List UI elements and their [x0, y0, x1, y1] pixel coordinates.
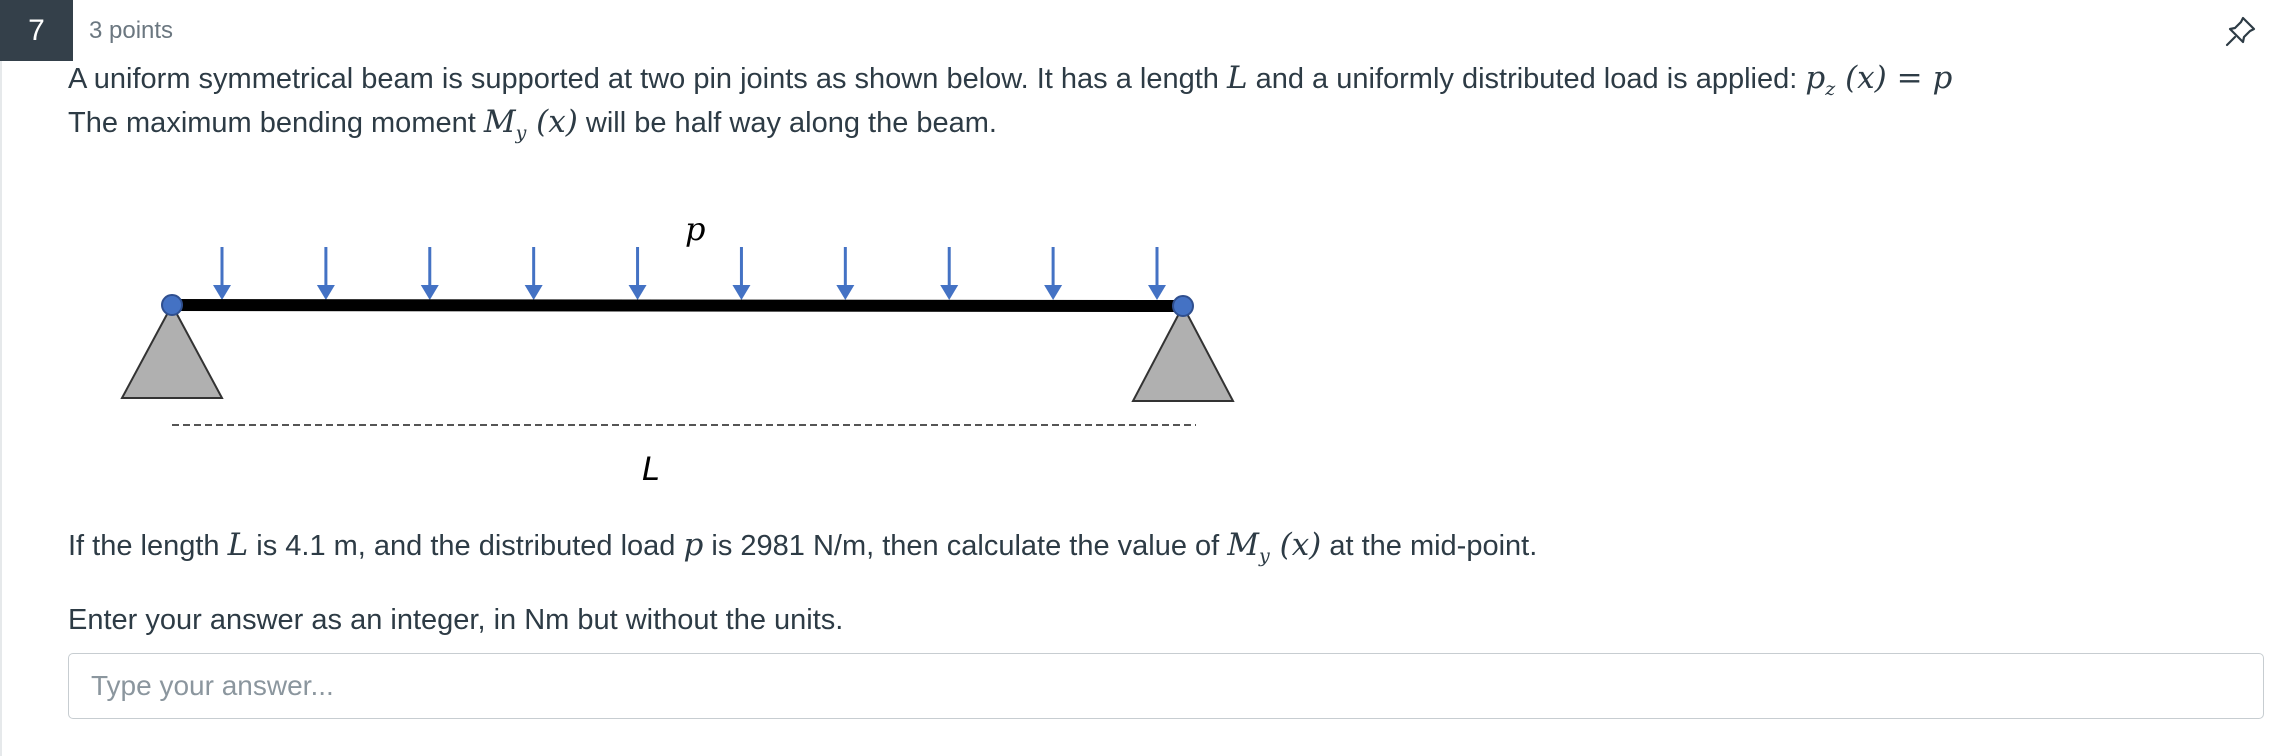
text-segment: A uniform symmetrical beam is supported at two pin joints as shown below. It has a length	[68, 63, 1227, 95]
length-symbol: L	[1226, 60, 1248, 96]
right-support	[1133, 306, 1233, 401]
question-text-line-1	[68, 60, 1952, 100]
load-symbol: p	[683, 527, 704, 563]
math-p: p	[1805, 60, 1826, 96]
load-label: p	[685, 210, 706, 248]
text-segment: at the mid-point.	[1321, 530, 1538, 562]
math-M: M	[1227, 527, 1260, 563]
load-arrow	[1044, 247, 1062, 300]
load-arrow	[629, 247, 647, 300]
load-arrow	[213, 247, 231, 300]
math-subscript-y: y	[515, 122, 527, 145]
left-border	[0, 61, 2, 756]
question-number: 7	[0, 0, 73, 61]
answer-input[interactable]	[68, 653, 2264, 719]
text-segment: The maximum bending moment	[68, 107, 484, 139]
length-label: L	[642, 450, 660, 488]
moment-symbol	[483, 104, 578, 145]
load-arrow	[317, 247, 335, 300]
load-arrow	[1148, 247, 1166, 300]
question-text-line-4: Enter your answer as an integer, in Nm but without the units.	[68, 604, 844, 636]
left-support	[122, 305, 222, 398]
math-p: p	[1922, 60, 1953, 96]
load-arrow	[940, 247, 958, 300]
text-segment: and a uniformly distributed load is applied:	[1247, 63, 1806, 95]
math-subscript-z: z	[1825, 78, 1836, 101]
math-equals: =	[1896, 60, 1923, 96]
load-function-symbol	[1805, 60, 1953, 101]
load-arrow	[525, 247, 543, 300]
right-pin	[1173, 296, 1193, 316]
pin-icon[interactable]	[2222, 12, 2260, 50]
load-arrow	[836, 247, 854, 300]
math-x: (x)	[526, 104, 578, 140]
math-M: M	[483, 104, 516, 140]
beam-diagram	[100, 205, 1260, 505]
load-arrow	[732, 247, 750, 300]
load-arrow	[421, 247, 439, 300]
load-arrows	[213, 247, 1166, 300]
math-x: (x)	[1835, 60, 1897, 96]
beam	[172, 305, 1183, 306]
math-x: (x)	[1269, 527, 1322, 563]
question-text-line-3	[68, 527, 1537, 567]
text-segment: If the length	[68, 530, 228, 562]
text-segment: is 2981 N/m, then calculate the value of	[703, 530, 1228, 562]
moment-symbol	[1227, 527, 1322, 568]
math-subscript-y: y	[1259, 545, 1270, 568]
left-pin	[162, 295, 182, 315]
text-segment: is 4.1 m, and the distributed load	[248, 530, 684, 562]
length-symbol: L	[227, 527, 249, 563]
text-segment: will be half way along the beam.	[577, 107, 997, 139]
question-points: 3 points	[89, 17, 174, 44]
question-text-line-2	[68, 104, 997, 144]
